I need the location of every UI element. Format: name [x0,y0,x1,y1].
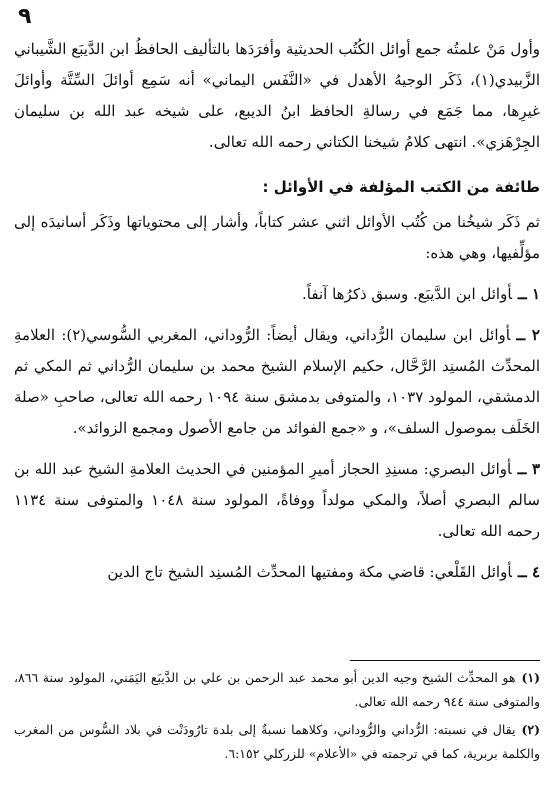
list-item-number: ٣ ــ [517,460,541,478]
list-item [14,320,540,444]
section-heading: طائفة من الكتب المؤلفة في الأوائل : [262,178,540,196]
list-item-text: أوائل القَلْعي: قاضي مكة ومفتيها المحدِّث المُسنِد الشيخ تاج الدين [107,563,512,581]
intro-paragraph-2: ثم ذَكَر شيخُنا من كُتُب الأوائل اثني عشر كتاباً، وأشار إلى محتوياتها وذَكَر أسانيدَه إلى مؤلِّفيها، وهي هذه: [14,213,540,262]
footnote-number: (٢) [521,722,540,737]
footnotes [14,666,540,766]
list-item-text: أوائل البصري: مسنِدِ الحجاز أميرِ المؤمنين في الحديث العلامةِ الشيخ عبد الله بن سالم البصري أصلاً، والمكي مولداً ووفاةً، المولود سنة ١٠٤٨ والمتوفى سنة ١١٣٤ رحمه الله تعالى. [14,460,540,540]
footnote [14,718,540,766]
footnote-divider [350,660,540,661]
intro-paragraph: وأول مَنْ علمتُه جمع أوائل الكُتُب الحديثية وأفرَدَها بالتأليف الحافظُ ابن الدَّيبَع الشَّيباني الزَّبيدي(١)، ذَكَر الوجيهُ الأهدل في «النَّفَس اليماني» أنه سَمِع أوائلَ السِّتَّة وأوائلَ غيرِها، مما جَمَع في رسالةِ الحافظ ابنُ الديبع، على شيخه عبد الله بن سليمان الجِرْهَزي». انتهى كلامُ شيخنا الكتاني رحمه الله تعالى. [14,40,540,151]
footnote-number: (١) [521,670,540,685]
list-item-number: ٢ ــ [516,326,540,344]
footnote-text: يقال في نسبته: الرُّداني والرُّوداني، وكلاهما نسبةٌ إلى بلدة تارُودَنْت في بلاد السُّوس من المغرب والكلمة بربرية، كما في ترجمته في «الأعلام» للزركلي ٦:١٥٢. [14,722,540,761]
footnote [14,666,540,714]
page-number: ٩ [18,4,32,29]
list-item [14,557,540,588]
list-item-text: أوائل ابن الدَّيبَع. وسبق ذكرُها آنفاً. [302,285,512,303]
list-item [14,454,540,547]
list-item [14,279,540,310]
list-item-text: أوائل ابن سليمان الرُّداني، ويقال أيضاً: الرُّوداني، المغربي السُّوسي(٢): العلامةِ المحدِّث المُسنِد الرَّحَّال، حكيم الإسلام الشيخ محمد بن سليمان الرُّداني ثم المكي ثم الدمشقي، المولود ١٠٣٧، والمتوفى بدمشق سنة ١٠٩٤ رحمه الله تعالى، صاحبِ «صلة الخَلَف بموصول السلف»، و «جمع الفوائد من جامع الأصول ومجمع الزوائد». [14,326,540,437]
list-item-number: ١ ــ [517,285,540,303]
main-text [14,34,540,588]
footnote-text: هو المحدِّث الشيخ وجيه الدين أبو محمد عبد الرحمن بن علي بن الدَّيبَع اليَمَني، المولود سنة ٨٦٦، والمتوفى سنة ٩٤٤ رحمه الله تعالى. [14,670,540,709]
list-item-number: ٤ ــ [517,563,540,581]
